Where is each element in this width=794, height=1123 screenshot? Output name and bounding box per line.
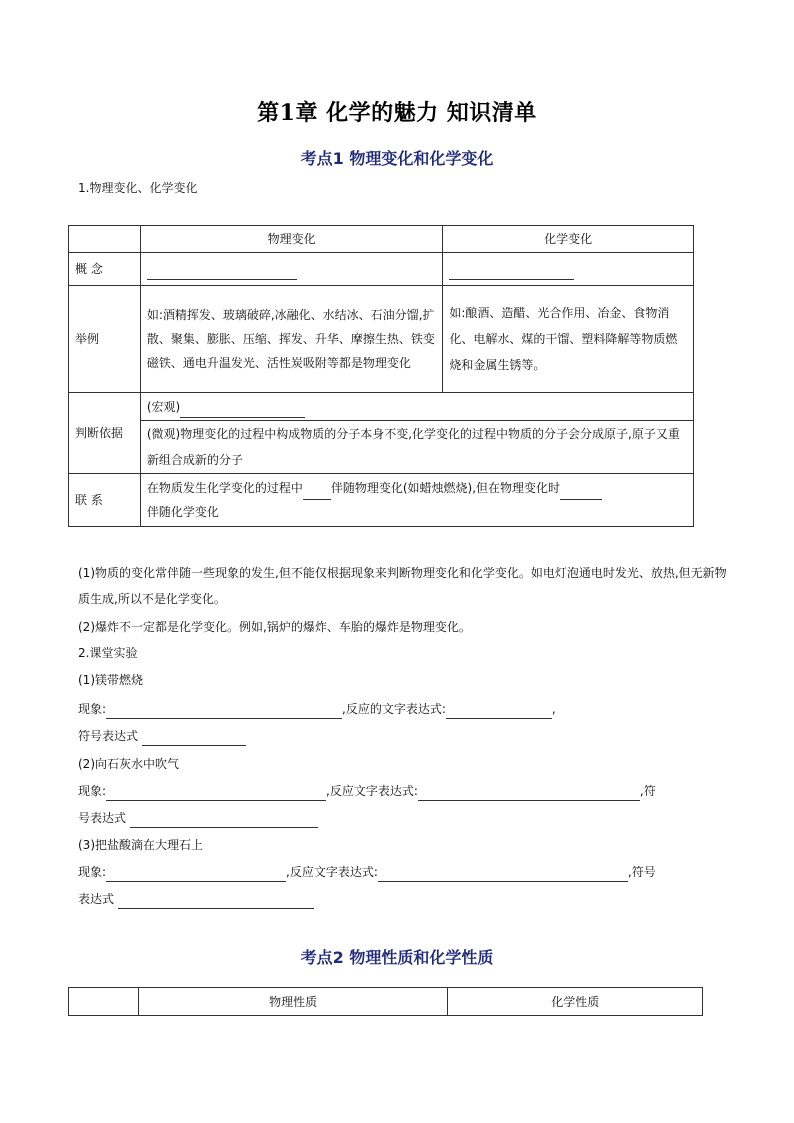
section1-heading: 考点1 物理变化和化学变化 bbox=[300, 149, 494, 168]
col-header-chemical: 化学变化 bbox=[443, 226, 694, 253]
concept-chemical-blank bbox=[449, 265, 574, 280]
exp3-fu-label: ,符号 bbox=[627, 865, 656, 879]
basis-macro-blank bbox=[180, 403, 305, 418]
row-label-basis: 判断依据 bbox=[69, 393, 141, 474]
exp2-phenomenon-line bbox=[78, 781, 656, 801]
property-table-corner-cell bbox=[69, 988, 139, 1016]
exp1-symbol-line bbox=[78, 726, 246, 746]
example-chemical-cell: 如:酿酒、造醋、光合作用、冶金、食物消化、电解水、煤的干馏、塑料降解等物质燃烧和金属生锈等。 bbox=[443, 286, 694, 393]
relation-text-c: 伴随化学变化 bbox=[146, 505, 219, 519]
concept-chemical-cell bbox=[443, 253, 694, 286]
exp1-symbol-blank bbox=[142, 731, 246, 746]
exp2-symbol-label: 号表达式 bbox=[78, 811, 127, 825]
exp2-symbol-blank bbox=[130, 813, 318, 828]
row-label-example: 举例 bbox=[69, 286, 141, 393]
document-title: 第1章 化学的魅力 知识清单 bbox=[257, 100, 537, 126]
exp3-word-eq-label: ,反应文字表达式: bbox=[286, 865, 378, 879]
subsection-1-label: 1.物理变化、化学变化 bbox=[78, 181, 198, 195]
col-header-physical-property: 物理性质 bbox=[138, 988, 448, 1016]
relation-cell bbox=[140, 474, 693, 527]
example-physical-cell: 如:酒精挥发、玻璃破碎,冰融化、水结冰、石油分馏,扩散、聚集、膨胀、压缩、挥发、升华、摩擦生热、铁变磁铁、通电升温发光、活性炭吸附等都是物理变化 bbox=[140, 286, 443, 393]
table-corner-cell bbox=[69, 226, 141, 253]
exp3-word-eq-blank bbox=[378, 867, 628, 882]
exp2-symbol-line bbox=[78, 808, 318, 828]
exp3-symbol-blank bbox=[118, 894, 314, 909]
exp1-phenomenon-line: 现象: ,反应的文字表达式: , bbox=[78, 699, 556, 719]
basis-macro-cell bbox=[140, 393, 693, 421]
note-2: (2)爆炸不一定都是化学变化。例如,锅炉的爆炸、车胎的爆炸是物理变化。 bbox=[78, 620, 471, 634]
concept-physical-blank bbox=[147, 265, 297, 280]
exp1-symbol-label: 符号表达式 bbox=[78, 729, 139, 743]
exp2-fu-label: ,符 bbox=[639, 784, 656, 798]
section2-heading: 考点2 物理性质和化学性质 bbox=[300, 948, 494, 967]
exp1-word-eq-label: ,反应的文字表达式: bbox=[342, 702, 446, 716]
relation-blank-1 bbox=[303, 485, 331, 500]
exp1-phenomenon-label: 现象: bbox=[78, 702, 107, 716]
relation-text-b: 伴随物理变化(如蜡烛燃烧),但在物理变化时 bbox=[330, 481, 561, 495]
exp3-phenomenon-label: 现象: bbox=[78, 865, 107, 879]
relation-blank-2 bbox=[560, 485, 602, 500]
concept-physical-cell bbox=[140, 253, 443, 286]
change-comparison-table bbox=[68, 225, 694, 527]
exp1-title: (1)镁带燃烧 bbox=[78, 673, 143, 687]
property-comparison-table bbox=[68, 987, 703, 1016]
col-header-physical: 物理变化 bbox=[140, 226, 443, 253]
basis-micro-cell: (微观)物理变化的过程中构成物质的分子本身不变,化学变化的过程中物质的分子会分成原子,原子又重新组合成新的分子 bbox=[140, 421, 693, 474]
exp2-word-eq-label: ,反应文字表达式: bbox=[326, 784, 418, 798]
exp3-symbol-line bbox=[78, 889, 314, 909]
exp1-word-eq-blank bbox=[446, 704, 552, 719]
row-label-concept: 概 念 bbox=[69, 253, 141, 286]
exp2-word-eq-blank bbox=[418, 786, 640, 801]
exp3-phenomenon-blank bbox=[106, 867, 286, 882]
exp2-phenomenon-label: 现象: bbox=[78, 784, 107, 798]
exp3-phenomenon-line bbox=[78, 862, 656, 882]
basis-macro-label: (宏观) bbox=[146, 399, 181, 414]
note-1: (1)物质的变化常伴随一些现象的发生,但不能仅根据现象来判断物理变化和化学变化。如电灯泡通电时发光、放热,但无新物质生成,所以不是化学变化。 bbox=[78, 566, 727, 606]
exp2-title: (2)向石灰水中吹气 bbox=[78, 757, 179, 771]
exp1-phenomenon-blank bbox=[106, 704, 342, 719]
col-header-chemical-property: 化学性质 bbox=[448, 988, 703, 1016]
exp3-title: (3)把盐酸滴在大理石上 bbox=[78, 838, 203, 852]
exp3-symbol-label: 表达式 bbox=[78, 892, 115, 906]
subsection-2-label: 2.课堂实验 bbox=[78, 646, 138, 660]
exp2-phenomenon-blank bbox=[106, 786, 326, 801]
row-label-relation: 联 系 bbox=[69, 474, 141, 527]
relation-text-a: 在物质发生化学变化的过程中 bbox=[146, 481, 303, 495]
